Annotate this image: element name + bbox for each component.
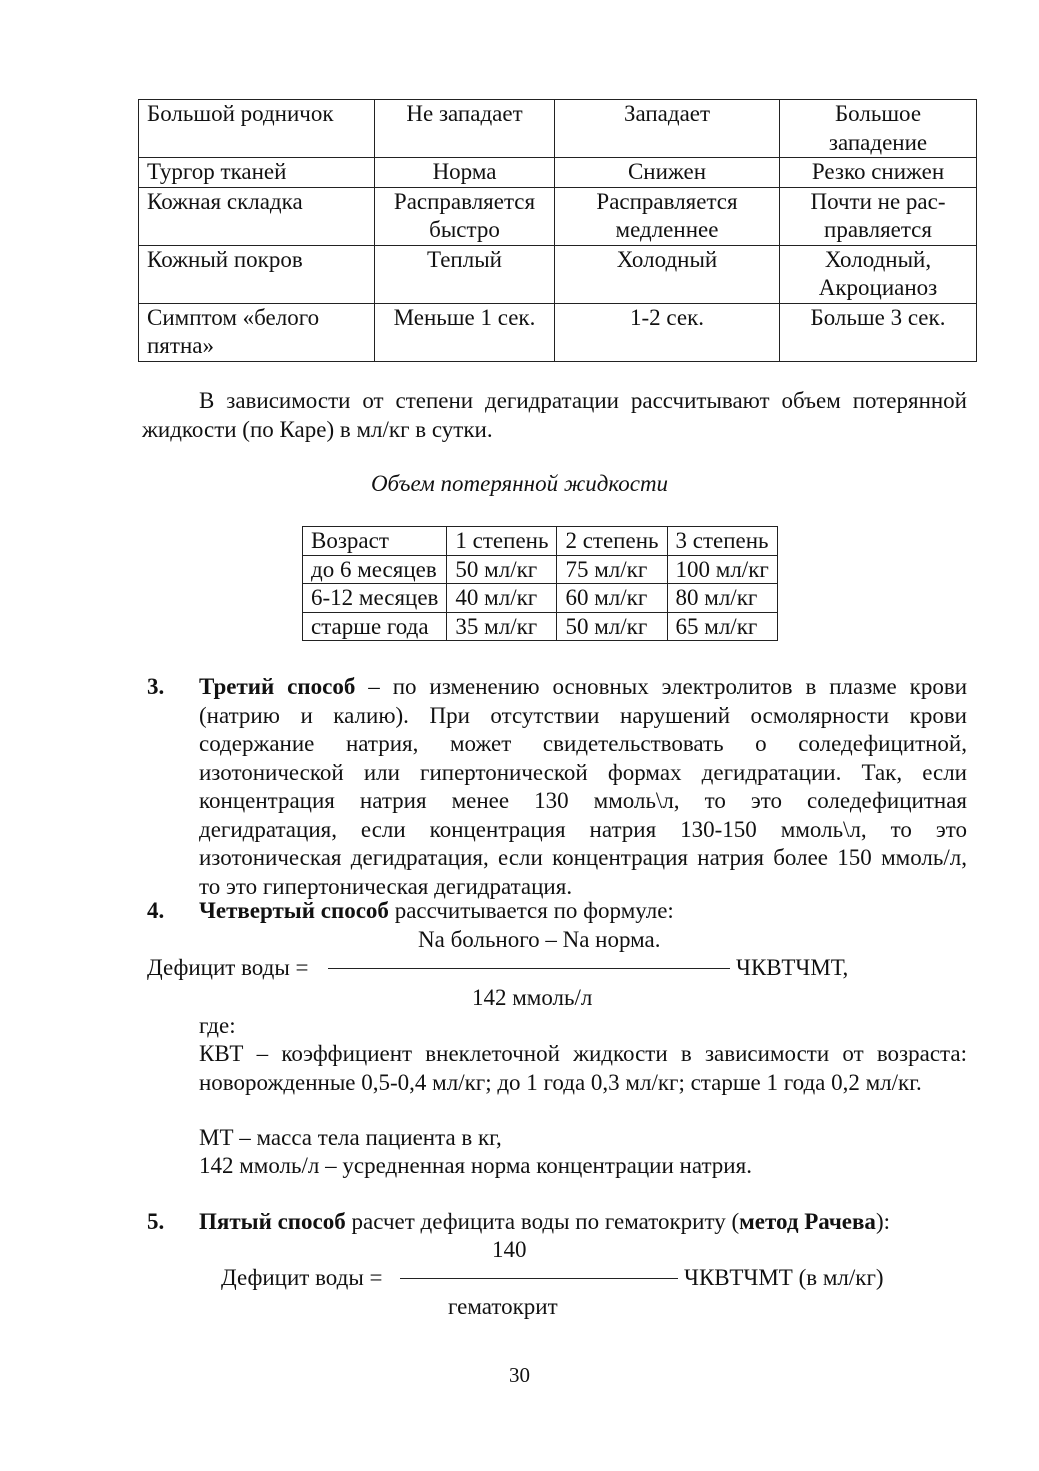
table-cell: Резко снижен — [780, 158, 977, 188]
table-cell: до 6 месяцев — [303, 555, 447, 584]
table-row — [303, 612, 778, 641]
table-cell: 1-2 сек. — [555, 303, 780, 361]
table-cell: Теплый — [375, 245, 555, 303]
table-cell: 50 мл/кг — [557, 612, 667, 641]
method-3-title: Третий способ — [199, 674, 356, 699]
table-cell: Большой родничок — [139, 100, 375, 158]
formula-2-denominator: гематокрит — [448, 1294, 558, 1319]
table-cell: 75 мл/кг — [557, 555, 667, 584]
table-cell: 6-12 месяцев — [303, 584, 447, 613]
table-row — [303, 555, 778, 584]
method-5-text — [199, 1208, 967, 1237]
table-row — [303, 584, 778, 613]
method-4-description: рассчитывается по формуле: — [388, 898, 674, 923]
table-cell: Расправляется быстро — [375, 187, 555, 245]
table-cell: Почти не рас-правляется — [780, 187, 977, 245]
where-label: где: — [199, 1013, 236, 1038]
table-cell: Тургор тканей — [139, 158, 375, 188]
item-number: 5. — [147, 1209, 165, 1234]
formula-2-numerator: 140 — [492, 1237, 527, 1262]
formula-1-numerator: Na больного – Na норма. — [418, 927, 661, 952]
norm-definition: 142 ммоль/л – усредненная норма концентрации натрия. — [199, 1153, 752, 1178]
kvt-definition: КВТ – коэффициент внеклеточной жидкости в зависимости от возраста: новорожденные 0,5-0,4 мл/кг; до 1 года 0,3 мл/кг; старше 1 года 0,2 мл/кг. — [199, 1041, 967, 1095]
formula-1-fraction-bar — [328, 968, 730, 969]
table-header-cell: 2 степень — [557, 527, 667, 556]
table-cell: 100 мл/кг — [667, 555, 777, 584]
formula-1-right: ЧКВТЧМТ, — [736, 955, 849, 980]
table-cell: 40 мл/кг — [447, 584, 557, 613]
method-5-title: Пятый способ — [199, 1209, 346, 1234]
formula-2-left: Дефицит воды = — [221, 1265, 383, 1290]
table-cell: Больше 3 сек. — [780, 303, 977, 361]
method-3-description: – по изменению основных электролитов в плазме крови (натрию и калию). При отсутствии нарушений осмолярности крови содержание натрия, может свидетельствовать о соледефицитной, изотонической или гипертонической формах дегидратации. Так, если концентрация натрия менее 130 ммоль\л, то это соледефицитная дегидратация, если концентрация натрия 130-150 ммоль\л, то это изотоническая дегидратация, если концентрация натрия более 150 ммоль/л, то это гипертоническая дегидратация. — [199, 674, 968, 899]
formula-1-denominator: 142 ммоль/л — [472, 985, 593, 1010]
table-row — [139, 303, 977, 361]
table-cell: Расправляется медленнее — [555, 187, 780, 245]
table-cell: 60 мл/кг — [557, 584, 667, 613]
paragraph-fluid-loss: В зависимости от степени дегидратации рассчитывают объем потерянной жидкости (по Каре) в мл/кг в сутки. — [142, 388, 967, 442]
table-cell: Западает — [555, 100, 780, 158]
table-row — [139, 158, 977, 188]
table-cell: Не западает — [375, 100, 555, 158]
table-cell: 50 мл/кг — [447, 555, 557, 584]
table-cell: Меньше 1 сек. — [375, 303, 555, 361]
method-4-text — [199, 897, 967, 926]
formula-2-fraction-bar — [400, 1278, 678, 1279]
table-header-cell: 1 степень — [447, 527, 557, 556]
method-5-tail: ): — [875, 1209, 890, 1234]
table-cell: Холодный, Акроцианоз — [780, 245, 977, 303]
table-cell: 35 мл/кг — [447, 612, 557, 641]
dehydration-signs-table — [138, 99, 977, 362]
table-cell: Кожный покров — [139, 245, 375, 303]
table-header-cell: Возраст — [303, 527, 447, 556]
mt-definition: МТ – масса тела пациента в кг, — [199, 1125, 502, 1150]
formula-1-left: Дефицит воды = — [147, 955, 309, 980]
method-3-text — [199, 673, 967, 901]
table-cell: 80 мл/кг — [667, 584, 777, 613]
table-cell: Большое западение — [780, 100, 977, 158]
fluid-loss-table — [302, 526, 778, 641]
table-header-cell: 3 степень — [667, 527, 777, 556]
item-number: 4. — [147, 898, 165, 923]
table-cell: 65 мл/кг — [667, 612, 777, 641]
table-row — [139, 245, 977, 303]
table-caption: Объем потерянной жидкости — [370, 471, 669, 496]
table-header-row — [303, 527, 778, 556]
table-cell: Симптом «белого пятна» — [139, 303, 375, 361]
method-5-name: метод Рачева — [739, 1209, 876, 1234]
table-cell: Норма — [375, 158, 555, 188]
item-number: 3. — [147, 674, 165, 699]
method-5-description: расчет дефицита воды по гематокриту ( — [345, 1209, 740, 1234]
table-cell: Снижен — [555, 158, 780, 188]
page-number: 30 — [509, 1363, 530, 1387]
table-row — [139, 100, 977, 158]
method-4-title: Четвертый способ — [199, 898, 389, 923]
formula-2-right: ЧКВТЧМТ (в мл/кг) — [684, 1265, 884, 1290]
table-row — [139, 187, 977, 245]
table-cell: Холодный — [555, 245, 780, 303]
table-cell: Кожная складка — [139, 187, 375, 245]
table-cell: старше года — [303, 612, 447, 641]
